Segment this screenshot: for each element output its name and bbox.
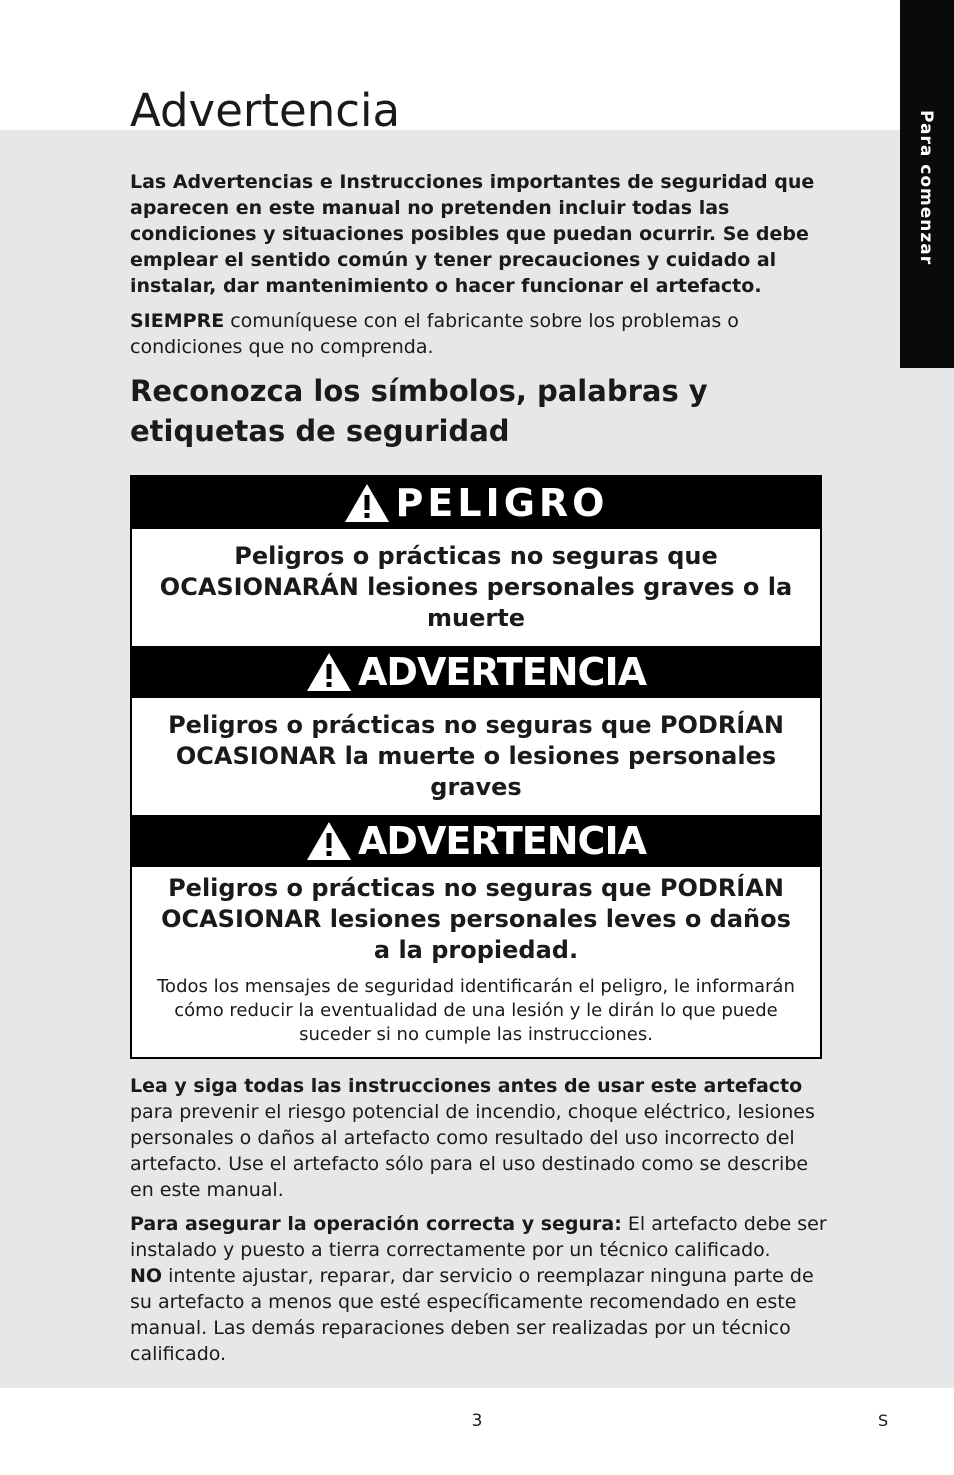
safety-messages-note: Todos los mensajes de seguridad identificarán el peligro, le informarán cómo reducir la eventualidad de una lesión y le dirán lo que puede suceder si no cumple las instrucciones. [157,976,795,1045]
signal-word: ADVERTENCIA [358,819,646,863]
warning-triangle-icon [306,652,352,692]
page-number: 3 [471,1411,483,1431]
always-rest: comuníquese con el fabricante sobre los problemas o condiciones que no comprenda. [130,310,739,358]
no-rest: intente ajustar, reparar, dar servicio o reemplazar ninguna parte de su artefacto a menos que esté específicamente recomendado en este manual. Las demás reparaciones deben ser realizadas por un técnico calificado. [130,1265,814,1365]
signal-bar-caution [132,815,820,867]
language-code: S [878,1411,889,1430]
signal-word: ADVERTENCIA [358,650,646,694]
read-instructions-paragraph [130,1073,830,1203]
signal-bar-warning [132,646,820,698]
warning-triangle-icon [344,483,390,523]
always-paragraph [130,308,830,360]
no-bold: NO [130,1265,163,1287]
read-instructions-bold: Lea y siga todas las instrucciones antes de usar este artefacto [130,1075,803,1097]
always-bold: SIEMPRE [130,310,225,332]
signal-description: Peligros o prácticas no seguras que PODRÍAN OCASIONAR la muerte o lesiones personales graves [168,711,784,801]
safe-operation-rest: El artefacto debe ser instalado y puesto a tierra correctamente por un técnico calificado. [130,1213,827,1261]
signal-description: Peligros o prácticas no seguras que OCASIONARÁN lesiones personales graves o la muerte [159,542,793,632]
safety-labels-box [130,475,822,1059]
signal-word: PELIGRO [395,481,609,525]
read-instructions-rest: para prevenir el riesgo potencial de incendio, choque eléctrico, lesiones personales o daños al artefacto como resultado del uso incorrecto del artefacto. Use el artefacto sólo para el uso destinado como se describe en este manual. [130,1101,815,1201]
warning-triangle-icon [306,821,352,861]
section-heading: Reconozca los símbolos, palabras y etiquetas de seguridad [130,374,708,448]
page-title: Advertencia [130,84,401,137]
intro-paragraph: Las Advertencias e Instrucciones importantes de seguridad que aparecen en este manual no pretenden incluir todas las condiciones y situaciones posibles que puedan ocurrir. Se debe emplear el sentido común y tener precauciones y cuidado al instalar, dar mantenimiento o hacer funcionar el artefacto. [130,171,815,297]
safe-operation-bold: Para asegurar la operación correcta y segura: [130,1213,622,1235]
signal-description: Peligros o prácticas no seguras que PODRÍAN OCASIONAR lesiones personales leves o daños a la propiedad. [161,873,791,964]
side-tab-label: Para comenzar [916,110,936,266]
signal-bar-danger [132,477,820,529]
safe-operation-paragraph [130,1211,830,1367]
